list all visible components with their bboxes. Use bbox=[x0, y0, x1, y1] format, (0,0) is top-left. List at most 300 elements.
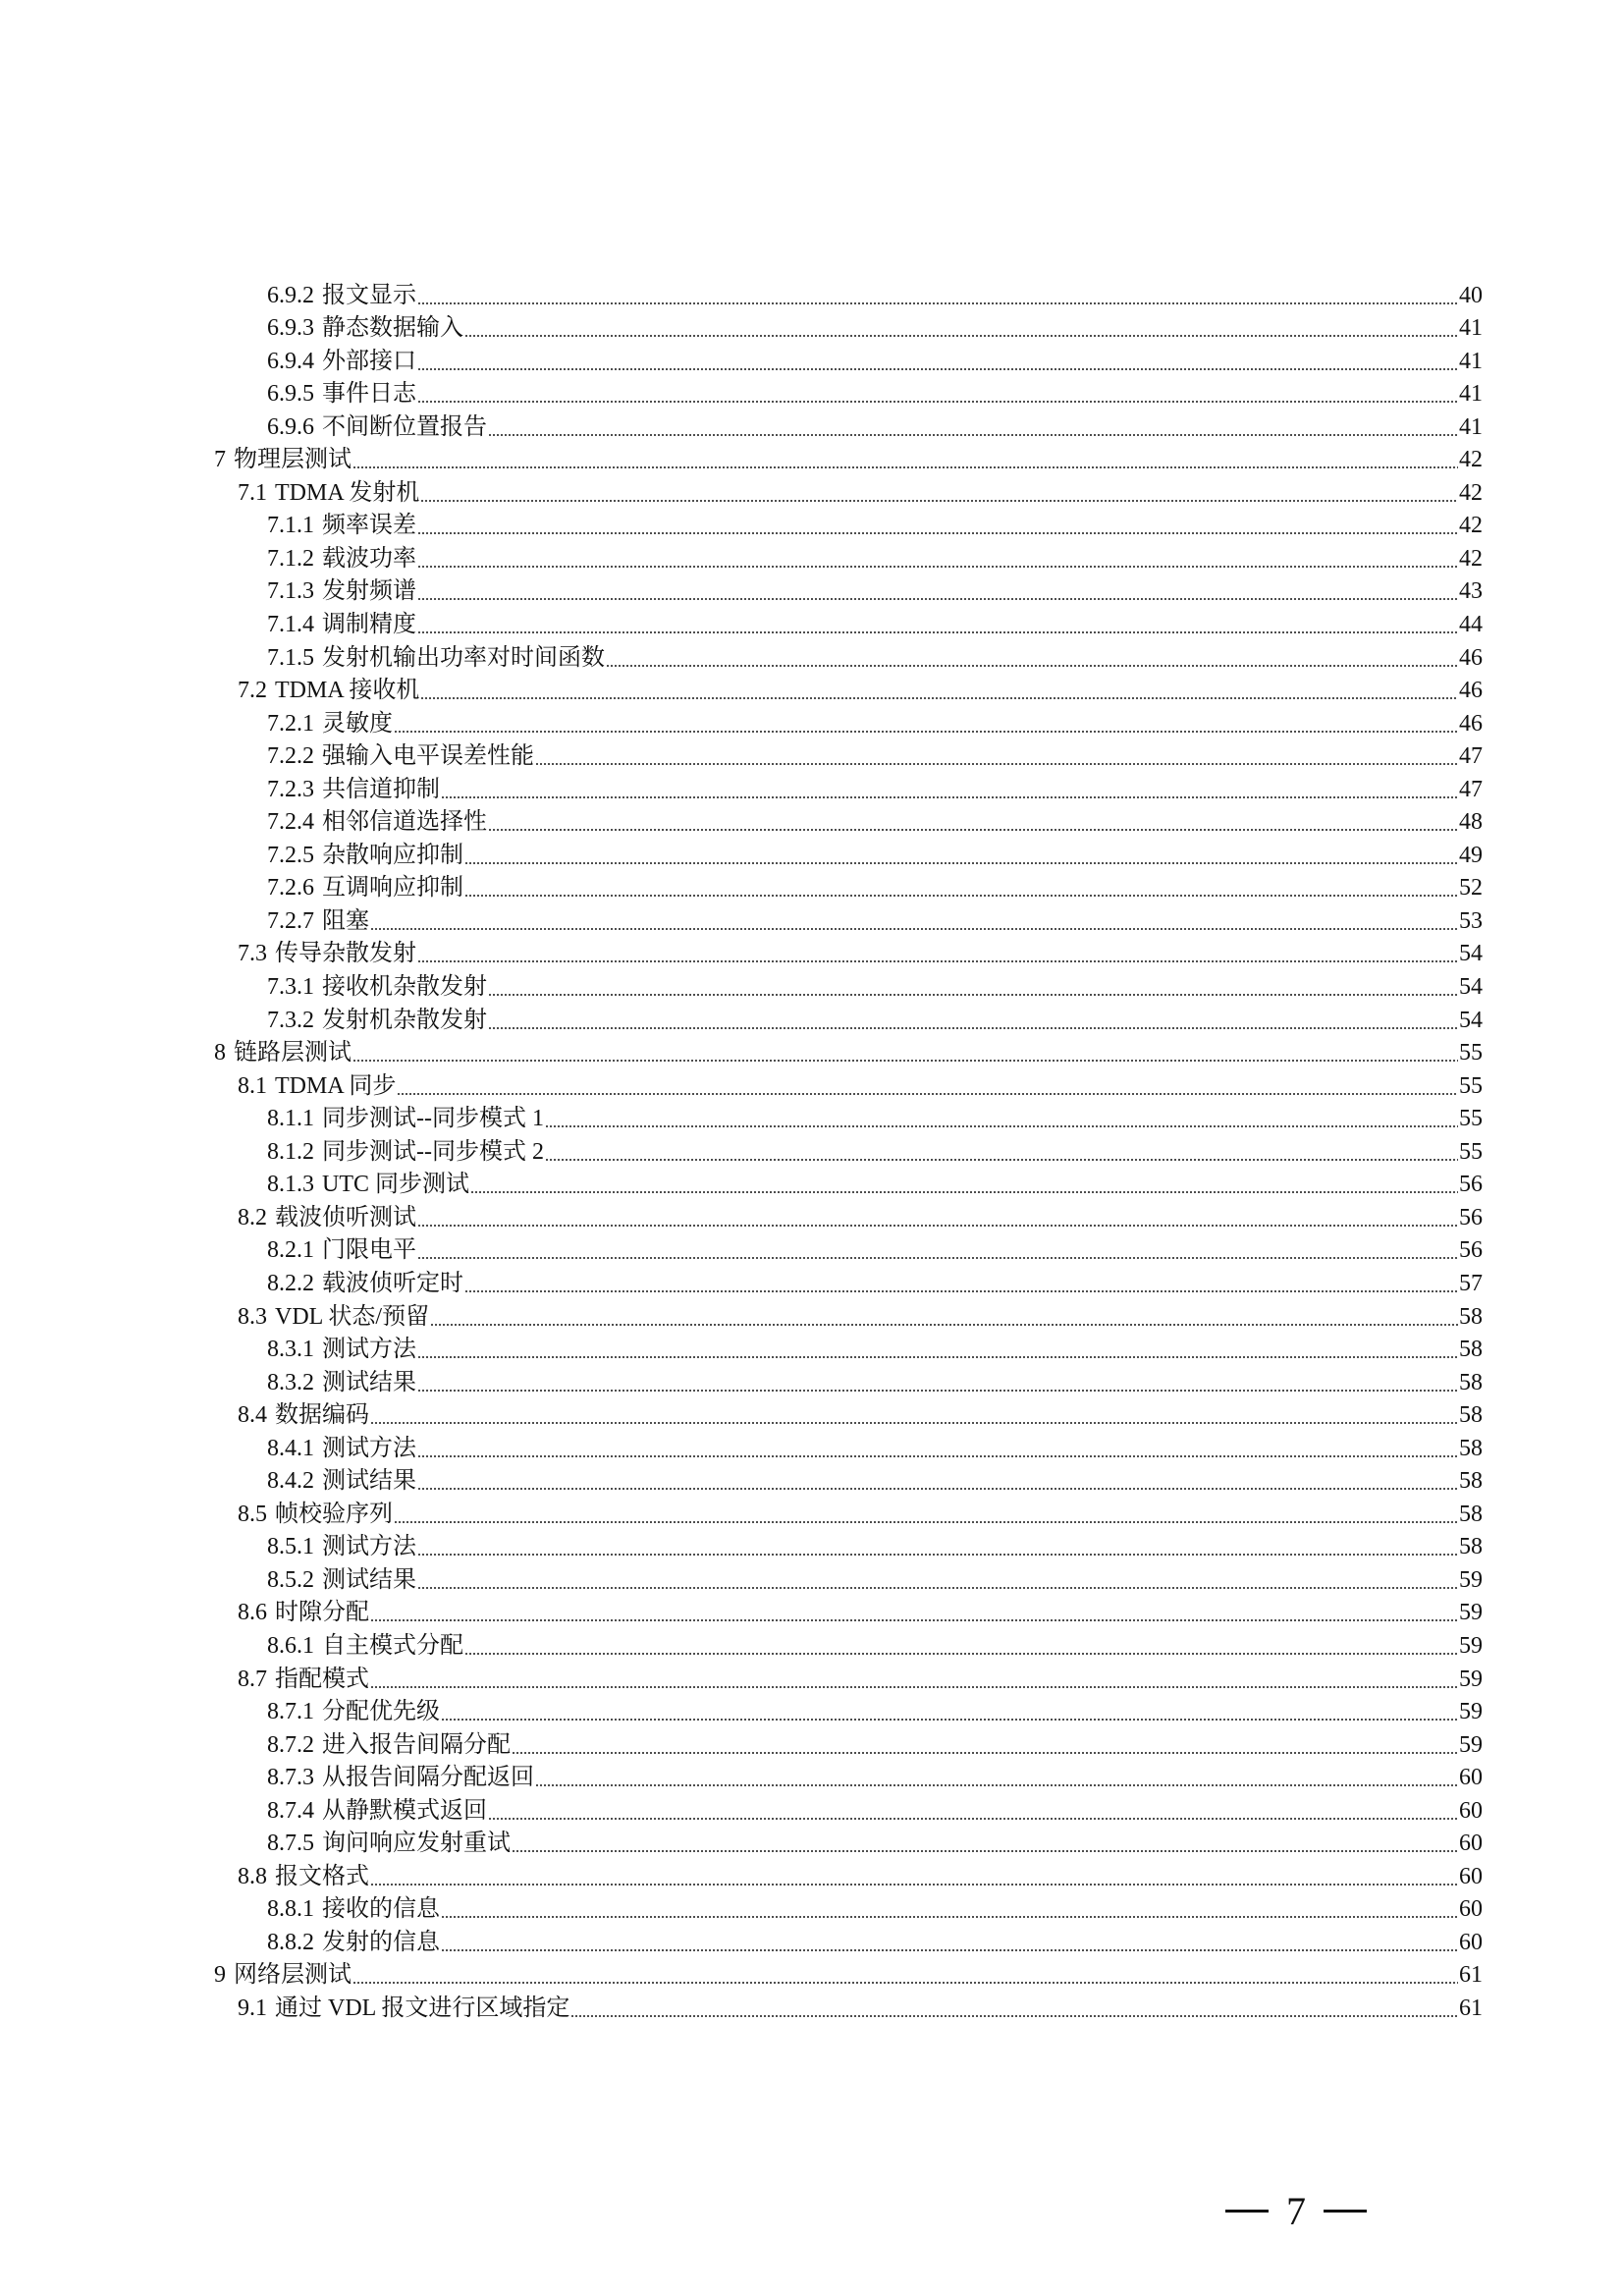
toc-dot-leader bbox=[488, 829, 1458, 831]
toc-entry-number: 8.5 bbox=[238, 1501, 267, 1527]
toc-entry-line bbox=[267, 1762, 1483, 1795]
toc-entry-page: 59 bbox=[1459, 1699, 1483, 1725]
toc-entry-page: 53 bbox=[1459, 907, 1483, 934]
toc-dot-leader bbox=[352, 1982, 1458, 1984]
toc-dot-leader bbox=[441, 1949, 1458, 1951]
toc-dot-leader bbox=[417, 1488, 1458, 1490]
toc-entry[interactable] bbox=[0, 1926, 1623, 1959]
toc-entry[interactable] bbox=[0, 608, 1623, 641]
toc-entry[interactable] bbox=[0, 1629, 1623, 1663]
toc-entry-number: 7.2.6 bbox=[267, 875, 314, 902]
toc-entry[interactable] bbox=[0, 1696, 1623, 1729]
toc-entry[interactable] bbox=[0, 1498, 1623, 1531]
toc-entry-line bbox=[238, 1597, 1483, 1630]
toc-dot-leader bbox=[512, 1850, 1458, 1852]
toc-entry-title: 杂散响应抑制 bbox=[322, 842, 463, 868]
toc-entry-number: 8.7.4 bbox=[267, 1797, 314, 1824]
toc-entry-title: 同步测试--同步模式 2 bbox=[322, 1138, 544, 1165]
toc-entry-title: 外部接口 bbox=[322, 348, 416, 374]
toc-entry[interactable] bbox=[0, 1432, 1623, 1465]
toc-entry-title: 自主模式分配 bbox=[322, 1632, 463, 1659]
toc-entry[interactable] bbox=[0, 1860, 1623, 1893]
toc-entry-page: 42 bbox=[1459, 545, 1483, 572]
page-footer bbox=[1208, 2186, 1384, 2235]
toc-entry-title: 分配优先级 bbox=[322, 1699, 440, 1725]
toc-entry-line bbox=[267, 904, 1483, 938]
toc-entry[interactable] bbox=[0, 279, 1623, 312]
toc-entry-line bbox=[267, 1794, 1483, 1828]
toc-dot-leader bbox=[370, 1884, 1458, 1886]
toc-entry[interactable] bbox=[0, 1037, 1623, 1070]
toc-entry[interactable] bbox=[0, 872, 1623, 905]
toc-entry-line bbox=[267, 1103, 1483, 1136]
toc-entry[interactable] bbox=[0, 345, 1623, 378]
toc-entry-line bbox=[214, 1037, 1483, 1070]
toc-entry[interactable] bbox=[0, 1728, 1623, 1762]
toc-entry-page: 52 bbox=[1459, 875, 1483, 902]
toc-entry-line bbox=[267, 345, 1483, 378]
toc-dot-leader bbox=[570, 2015, 1458, 2017]
toc-entry-line bbox=[267, 872, 1483, 905]
footer-dash-left bbox=[1225, 2210, 1269, 2213]
toc-dot-leader bbox=[464, 895, 1458, 897]
toc-entry-page: 58 bbox=[1459, 1337, 1483, 1363]
toc-entry[interactable] bbox=[0, 904, 1623, 938]
toc-dot-leader bbox=[488, 994, 1458, 996]
toc-entry-page: 60 bbox=[1459, 1929, 1483, 1955]
toc-entry-title: 测试结果 bbox=[322, 1468, 416, 1495]
toc-entry-page: 59 bbox=[1459, 1731, 1483, 1758]
toc-entry-page: 61 bbox=[1459, 1962, 1483, 1989]
toc-dot-leader bbox=[370, 928, 1458, 930]
toc-entry-title: 测试结果 bbox=[322, 1369, 416, 1395]
toc-entry-number: 7.2.5 bbox=[267, 842, 314, 868]
toc-entry-line bbox=[267, 1563, 1483, 1597]
toc-dot-leader bbox=[488, 434, 1458, 436]
toc-entry-page: 41 bbox=[1459, 348, 1483, 374]
toc-entry-page: 47 bbox=[1459, 776, 1483, 802]
toc-entry[interactable] bbox=[0, 970, 1623, 1004]
toc-dot-leader bbox=[370, 1686, 1458, 1688]
toc-entry[interactable] bbox=[0, 476, 1623, 510]
toc-dot-leader bbox=[535, 1784, 1458, 1786]
toc-entry-line bbox=[267, 608, 1483, 641]
toc-entry-page: 43 bbox=[1459, 578, 1483, 605]
toc-entry-number: 8.3.1 bbox=[267, 1337, 314, 1363]
toc-dot-leader bbox=[397, 1093, 1458, 1095]
toc-entry-page: 58 bbox=[1459, 1303, 1483, 1330]
toc-entry-number: 7.3 bbox=[238, 941, 267, 967]
toc-dot-leader bbox=[420, 697, 1458, 699]
toc-entry[interactable] bbox=[0, 1794, 1623, 1828]
toc-dot-leader bbox=[430, 1324, 1458, 1326]
toc-entry-number: 7.1.2 bbox=[267, 545, 314, 572]
toc-entry[interactable] bbox=[0, 1828, 1623, 1861]
toc-entry[interactable] bbox=[0, 378, 1623, 411]
toc-entry-line bbox=[267, 1728, 1483, 1762]
toc-entry[interactable] bbox=[0, 575, 1623, 609]
toc-entry-line bbox=[238, 675, 1483, 708]
toc-entry[interactable] bbox=[0, 1169, 1623, 1202]
toc-entry-page: 55 bbox=[1459, 1040, 1483, 1066]
toc-entry-title: 测试方法 bbox=[322, 1337, 416, 1363]
toc-entry-title: 进入报告间隔分配 bbox=[322, 1731, 511, 1758]
toc-entry-title: 从静默模式返回 bbox=[322, 1797, 487, 1824]
toc-entry[interactable] bbox=[0, 641, 1623, 675]
toc-dot-leader bbox=[417, 401, 1458, 403]
toc-entry[interactable] bbox=[0, 542, 1623, 575]
toc-entry-number: 8 bbox=[214, 1040, 226, 1066]
footer-dash-right bbox=[1324, 2210, 1367, 2213]
toc-entry-title: 数据编码 bbox=[275, 1402, 369, 1429]
toc-entry-number: 8.6.1 bbox=[267, 1632, 314, 1659]
toc-dot-leader bbox=[417, 1225, 1458, 1227]
toc-entry[interactable] bbox=[0, 1004, 1623, 1037]
toc-entry[interactable] bbox=[0, 1992, 1623, 2025]
toc-entry-page: 59 bbox=[1459, 1600, 1483, 1626]
toc-entry-line bbox=[267, 1828, 1483, 1861]
toc-entry[interactable] bbox=[0, 1663, 1623, 1696]
toc-entry[interactable] bbox=[0, 312, 1623, 346]
toc-entry[interactable] bbox=[0, 1334, 1623, 1367]
toc-entry-title: 报文格式 bbox=[275, 1863, 369, 1889]
toc-entry-line bbox=[267, 1696, 1483, 1729]
toc-entry-page: 46 bbox=[1459, 644, 1483, 671]
toc-entry-page: 41 bbox=[1459, 413, 1483, 440]
toc-entry-line bbox=[267, 542, 1483, 575]
toc-entry-line bbox=[267, 312, 1483, 346]
toc-entry-number: 6.9.3 bbox=[267, 315, 314, 342]
toc-entry-title: 传导杂散发射 bbox=[275, 941, 416, 967]
toc-entry[interactable] bbox=[0, 773, 1623, 806]
toc-dot-leader bbox=[417, 368, 1458, 370]
toc-dot-leader bbox=[394, 731, 1458, 733]
toc-entry-number: 7.1 bbox=[238, 479, 267, 506]
toc-entry[interactable] bbox=[0, 1597, 1623, 1630]
toc-entry[interactable] bbox=[0, 1135, 1623, 1169]
toc-entry-line bbox=[267, 1432, 1483, 1465]
toc-entry-page: 60 bbox=[1459, 1863, 1483, 1889]
toc-entry-title: 发射频谱 bbox=[322, 578, 416, 605]
toc-entry-number: 6.9.6 bbox=[267, 413, 314, 440]
toc-entry-page: 46 bbox=[1459, 710, 1483, 737]
toc-dot-leader bbox=[464, 335, 1458, 337]
toc-dot-leader bbox=[352, 1060, 1458, 1062]
table-of-contents bbox=[0, 279, 1623, 2025]
toc-entry-line bbox=[214, 444, 1483, 477]
toc-entry-title: 测试方法 bbox=[322, 1534, 416, 1560]
toc-entry-number: 8.4.2 bbox=[267, 1468, 314, 1495]
toc-entry-line bbox=[238, 938, 1483, 971]
toc-entry-title: 同步测试--同步模式 1 bbox=[322, 1106, 544, 1132]
toc-dot-leader bbox=[441, 796, 1458, 798]
toc-dot-leader bbox=[441, 1719, 1458, 1721]
toc-entry-title: 链路层测试 bbox=[234, 1040, 352, 1066]
toc-entry-line bbox=[238, 1300, 1483, 1334]
toc-entry-page: 59 bbox=[1459, 1632, 1483, 1659]
toc-entry-line bbox=[238, 1069, 1483, 1103]
toc-dot-leader bbox=[512, 1752, 1458, 1754]
toc-entry-page: 58 bbox=[1459, 1468, 1483, 1495]
toc-entry-page: 56 bbox=[1459, 1204, 1483, 1230]
toc-entry[interactable] bbox=[0, 1267, 1623, 1300]
toc-entry-line bbox=[267, 1334, 1483, 1367]
toc-entry-title: 测试方法 bbox=[322, 1435, 416, 1461]
page-number: 7 bbox=[1286, 2188, 1306, 2233]
toc-entry-line bbox=[238, 1992, 1483, 2025]
toc-dot-leader bbox=[535, 763, 1458, 765]
toc-entry-page: 47 bbox=[1459, 743, 1483, 770]
toc-entry-page: 54 bbox=[1459, 1007, 1483, 1033]
toc-entry-number: 6.9.2 bbox=[267, 282, 314, 308]
toc-entry-line bbox=[267, 1169, 1483, 1202]
toc-entry-number: 7.2.7 bbox=[267, 907, 314, 934]
toc-entry-line bbox=[267, 378, 1483, 411]
toc-entry-line bbox=[267, 1004, 1483, 1037]
toc-entry[interactable] bbox=[0, 740, 1623, 774]
toc-entry-line bbox=[238, 1663, 1483, 1696]
toc-entry-page: 59 bbox=[1459, 1666, 1483, 1692]
toc-entry-line bbox=[267, 806, 1483, 840]
toc-entry-number: 8.2.1 bbox=[267, 1237, 314, 1264]
toc-entry[interactable] bbox=[0, 707, 1623, 740]
toc-entry-number: 8.8.2 bbox=[267, 1929, 314, 1955]
toc-entry-number: 8.7 bbox=[238, 1666, 267, 1692]
toc-entry-title: 物理层测试 bbox=[234, 447, 352, 473]
toc-entry-number: 7.2 bbox=[238, 678, 267, 704]
toc-entry-title: 强输入电平误差性能 bbox=[322, 743, 534, 770]
toc-entry-page: 46 bbox=[1459, 678, 1483, 704]
toc-entry-line bbox=[267, 1366, 1483, 1399]
toc-dot-leader bbox=[417, 1356, 1458, 1358]
toc-entry-number: 8.3.2 bbox=[267, 1369, 314, 1395]
toc-dot-leader bbox=[417, 1257, 1458, 1259]
toc-entry-title: 互调响应抑制 bbox=[322, 875, 463, 902]
toc-entry-number: 7.3.1 bbox=[267, 974, 314, 1001]
toc-entry-title: 共信道抑制 bbox=[322, 776, 440, 802]
toc-entry-line bbox=[214, 1959, 1483, 1993]
toc-entry[interactable] bbox=[0, 1399, 1623, 1433]
toc-entry-page: 59 bbox=[1459, 1566, 1483, 1593]
toc-entry-number: 7.3.2 bbox=[267, 1007, 314, 1033]
toc-entry-title: 载波侦听测试 bbox=[275, 1204, 416, 1230]
toc-entry-line bbox=[267, 410, 1483, 444]
toc-entry-line bbox=[267, 707, 1483, 740]
toc-entry[interactable] bbox=[0, 1563, 1623, 1597]
toc-entry-title: TDMA 同步 bbox=[275, 1072, 397, 1099]
toc-entry-number: 8.1.2 bbox=[267, 1138, 314, 1165]
toc-entry-number: 9 bbox=[214, 1962, 226, 1989]
toc-dot-leader bbox=[352, 466, 1458, 468]
toc-entry[interactable] bbox=[0, 1201, 1623, 1234]
toc-entry-line bbox=[267, 575, 1483, 609]
toc-entry-number: 8.7.3 bbox=[267, 1765, 314, 1791]
toc-dot-leader bbox=[545, 1125, 1458, 1127]
toc-entry[interactable] bbox=[0, 1959, 1623, 1993]
toc-entry[interactable] bbox=[0, 839, 1623, 872]
toc-dot-leader bbox=[441, 1916, 1458, 1918]
toc-entry-line bbox=[238, 1399, 1483, 1433]
toc-entry-title: 接收的信息 bbox=[322, 1896, 440, 1923]
toc-entry-page: 55 bbox=[1459, 1106, 1483, 1132]
toc-entry-page: 49 bbox=[1459, 842, 1483, 868]
toc-entry-title: 时隙分配 bbox=[275, 1600, 369, 1626]
toc-entry-page: 54 bbox=[1459, 941, 1483, 967]
toc-entry-number: 7 bbox=[214, 447, 226, 473]
toc-dot-leader bbox=[464, 1653, 1458, 1655]
toc-entry-line bbox=[267, 1531, 1483, 1564]
toc-entry-title: 相邻信道选择性 bbox=[322, 809, 487, 836]
toc-dot-leader bbox=[417, 631, 1458, 633]
toc-entry-line bbox=[267, 641, 1483, 675]
toc-entry[interactable] bbox=[0, 1762, 1623, 1795]
toc-entry-line bbox=[267, 1893, 1483, 1927]
toc-dot-leader bbox=[417, 566, 1458, 568]
toc-entry-line bbox=[267, 1267, 1483, 1300]
toc-entry-number: 7.2.4 bbox=[267, 809, 314, 836]
toc-entry[interactable] bbox=[0, 1234, 1623, 1268]
toc-entry-title: 指配模式 bbox=[275, 1666, 369, 1692]
toc-entry-line bbox=[267, 510, 1483, 543]
toc-entry[interactable] bbox=[0, 444, 1623, 477]
toc-entry-title: 发射的信息 bbox=[322, 1929, 440, 1955]
toc-entry-page: 58 bbox=[1459, 1369, 1483, 1395]
toc-entry-page: 55 bbox=[1459, 1072, 1483, 1099]
toc-dot-leader bbox=[545, 1159, 1458, 1161]
toc-entry-title: 报文显示 bbox=[322, 282, 416, 308]
toc-entry-line bbox=[267, 839, 1483, 872]
toc-entry-page: 60 bbox=[1459, 1765, 1483, 1791]
toc-entry-line bbox=[238, 1201, 1483, 1234]
toc-entry-line bbox=[267, 1629, 1483, 1663]
toc-entry[interactable] bbox=[0, 675, 1623, 708]
toc-entry-page: 58 bbox=[1459, 1501, 1483, 1527]
toc-entry-page: 44 bbox=[1459, 612, 1483, 638]
toc-entry-title: 询问响应发射重试 bbox=[322, 1831, 511, 1857]
toc-entry-title: 灵敏度 bbox=[322, 710, 393, 737]
toc-entry-number: 6.9.4 bbox=[267, 348, 314, 374]
toc-entry-number: 8.8 bbox=[238, 1863, 267, 1889]
toc-dot-leader bbox=[488, 1027, 1458, 1029]
toc-entry-line bbox=[267, 740, 1483, 774]
toc-entry-line bbox=[267, 279, 1483, 312]
toc-entry-title: 帧校验序列 bbox=[275, 1501, 393, 1527]
toc-entry-page: 60 bbox=[1459, 1896, 1483, 1923]
toc-entry-number: 8.6 bbox=[238, 1600, 267, 1626]
toc-entry-page: 58 bbox=[1459, 1435, 1483, 1461]
toc-entry-line bbox=[267, 1234, 1483, 1268]
toc-entry-title: 发射机杂散发射 bbox=[322, 1007, 487, 1033]
toc-entry-line bbox=[238, 476, 1483, 510]
toc-dot-leader bbox=[470, 1191, 1458, 1193]
toc-entry-page: 57 bbox=[1459, 1270, 1483, 1296]
toc-entry-title: 调制精度 bbox=[322, 612, 416, 638]
toc-entry[interactable] bbox=[0, 410, 1623, 444]
toc-entry-number: 8.7.5 bbox=[267, 1831, 314, 1857]
toc-entry[interactable] bbox=[0, 938, 1623, 971]
toc-entry-line bbox=[267, 773, 1483, 806]
toc-entry-title: 阻塞 bbox=[322, 907, 369, 934]
toc-entry-page: 42 bbox=[1459, 447, 1483, 473]
toc-entry-number: 8.5.1 bbox=[267, 1534, 314, 1560]
toc-entry-number: 8.7.1 bbox=[267, 1699, 314, 1725]
toc-dot-leader bbox=[417, 1587, 1458, 1589]
toc-entry-title: 门限电平 bbox=[322, 1237, 416, 1264]
toc-dot-leader bbox=[488, 1818, 1458, 1820]
toc-entry[interactable] bbox=[0, 806, 1623, 840]
toc-entry-title: 载波侦听定时 bbox=[322, 1270, 463, 1296]
toc-entry-title: 载波功率 bbox=[322, 545, 416, 572]
toc-dot-leader bbox=[464, 862, 1458, 864]
toc-entry-line bbox=[267, 1465, 1483, 1499]
toc-entry-number: 8.2 bbox=[238, 1204, 267, 1230]
toc-entry-page: 58 bbox=[1459, 1402, 1483, 1429]
toc-entry-number: 9.1 bbox=[238, 1995, 267, 2021]
toc-entry-title: TDMA 接收机 bbox=[275, 678, 420, 704]
toc-entry-page: 56 bbox=[1459, 1172, 1483, 1198]
toc-entry-line bbox=[267, 970, 1483, 1004]
toc-entry-title: 从报告间隔分配返回 bbox=[322, 1765, 534, 1791]
toc-dot-leader bbox=[417, 1554, 1458, 1556]
toc-entry[interactable] bbox=[0, 1069, 1623, 1103]
toc-entry-page: 48 bbox=[1459, 809, 1483, 836]
toc-entry-number: 7.1.5 bbox=[267, 644, 314, 671]
toc-entry-page: 41 bbox=[1459, 381, 1483, 408]
toc-entry-number: 8.3 bbox=[238, 1303, 267, 1330]
toc-entry-number: 8.4.1 bbox=[267, 1435, 314, 1461]
toc-entry-title: 接收机杂散发射 bbox=[322, 974, 487, 1001]
toc-entry[interactable] bbox=[0, 1300, 1623, 1334]
toc-entry-page: 40 bbox=[1459, 282, 1483, 308]
toc-entry-page: 54 bbox=[1459, 974, 1483, 1001]
toc-entry-number: 8.1.1 bbox=[267, 1106, 314, 1132]
toc-dot-leader bbox=[464, 1290, 1458, 1292]
toc-entry-title: UTC 同步测试 bbox=[322, 1172, 469, 1198]
toc-entry-line bbox=[267, 1135, 1483, 1169]
toc-entry-page: 41 bbox=[1459, 315, 1483, 342]
toc-entry-number: 7.1.4 bbox=[267, 612, 314, 638]
toc-entry[interactable] bbox=[0, 1366, 1623, 1399]
toc-entry-page: 42 bbox=[1459, 513, 1483, 539]
toc-dot-leader bbox=[417, 960, 1458, 962]
toc-entry-page: 60 bbox=[1459, 1831, 1483, 1857]
toc-entry-number: 7.1.1 bbox=[267, 513, 314, 539]
toc-entry-number: 6.9.5 bbox=[267, 381, 314, 408]
toc-entry-number: 7.1.3 bbox=[267, 578, 314, 605]
toc-entry-title: 事件日志 bbox=[322, 381, 416, 408]
toc-entry[interactable] bbox=[0, 1465, 1623, 1499]
toc-dot-leader bbox=[417, 1390, 1458, 1392]
toc-dot-leader bbox=[417, 532, 1458, 534]
toc-entry-title: TDMA 发射机 bbox=[275, 479, 420, 506]
toc-entry-line bbox=[238, 1860, 1483, 1893]
toc-entry-number: 8.1 bbox=[238, 1072, 267, 1099]
toc-entry-page: 56 bbox=[1459, 1237, 1483, 1264]
toc-entry[interactable] bbox=[0, 510, 1623, 543]
toc-entry[interactable] bbox=[0, 1103, 1623, 1136]
toc-entry-title: 静态数据输入 bbox=[322, 315, 463, 342]
toc-entry-title: 通过 VDL 报文进行区域指定 bbox=[275, 1995, 570, 2021]
toc-entry-number: 7.2.1 bbox=[267, 710, 314, 737]
toc-entry-number: 8.2.2 bbox=[267, 1270, 314, 1296]
toc-entry[interactable] bbox=[0, 1893, 1623, 1927]
toc-entry[interactable] bbox=[0, 1531, 1623, 1564]
toc-dot-leader bbox=[417, 598, 1458, 600]
toc-dot-leader bbox=[606, 665, 1458, 667]
toc-dot-leader bbox=[394, 1521, 1458, 1523]
toc-entry-title: 测试结果 bbox=[322, 1566, 416, 1593]
toc-dot-leader bbox=[417, 302, 1458, 304]
